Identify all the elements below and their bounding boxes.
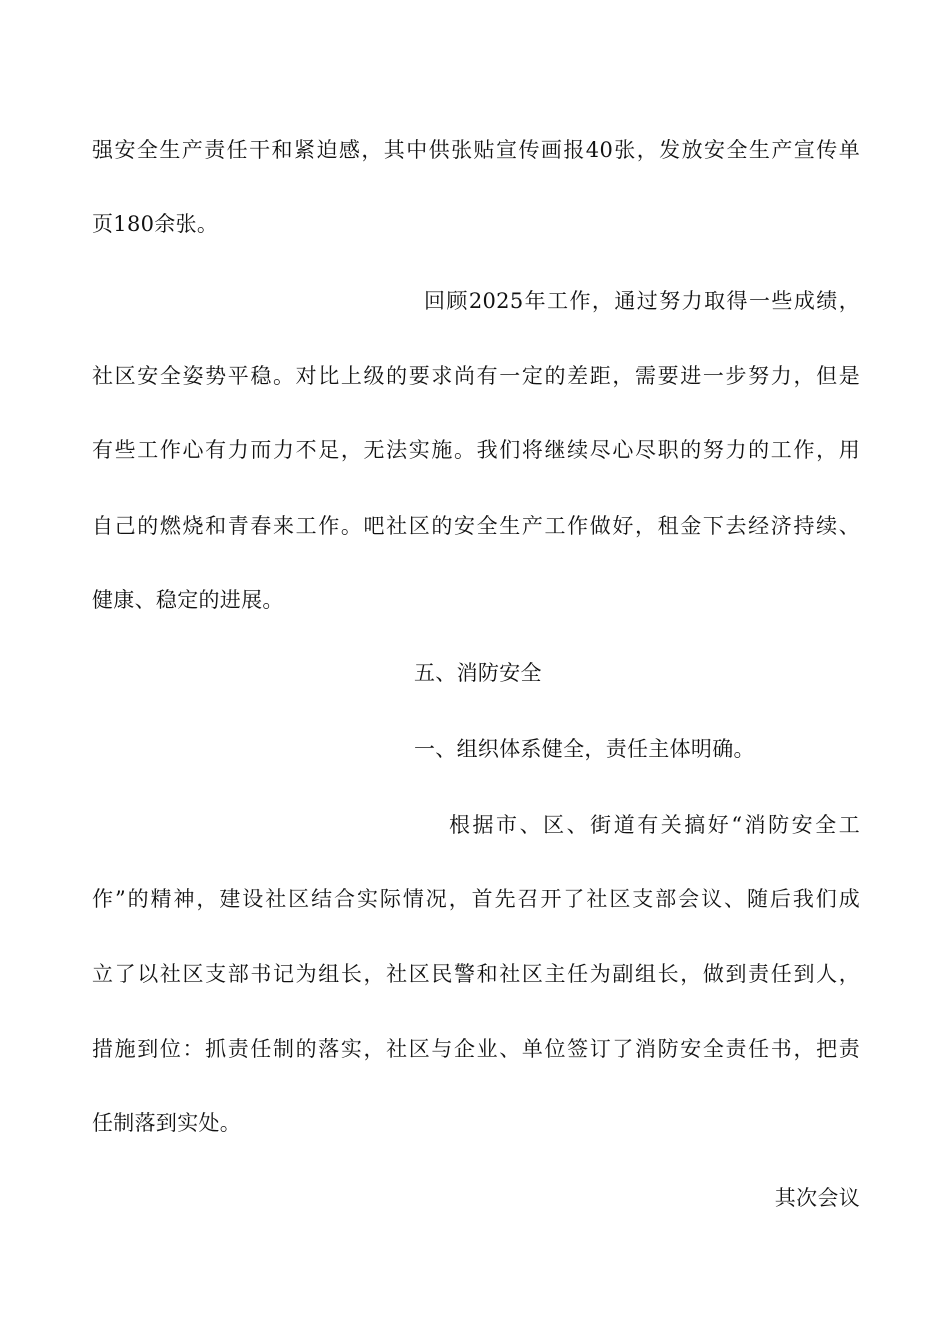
paragraph-1-line-2: 页180余张。 — [92, 212, 219, 236]
trailing-text: 其次会议 — [774, 1186, 860, 1210]
paragraph-3-line-5: 任制落到实处。 — [92, 1111, 242, 1135]
paragraph-3-line-3: 立了以社区支部书记为组长，社区民警和社区主任为副组长，做到责任到人， — [92, 962, 860, 986]
subsection-heading: 一、组织体系健全，责任主体明确。 — [414, 737, 755, 761]
paragraph-2-line-4: 自己的燃烧和青春来工作。吧社区的安全生产工作做好，租金下去经济持续、 — [92, 514, 860, 538]
paragraph-3-line-2: 作”的精神，建设社区结合实际情况，首先召开了社区支部会议、随后我们成 — [92, 887, 860, 911]
paragraph-2-line-1: 回顾2025年工作，通过努力取得一些成绩， — [424, 289, 860, 313]
paragraph-2-line-2: 社区安全姿势平稳。对比上级的要求尚有一定的差距，需要进一步努力，但是 — [92, 364, 860, 388]
paragraph-2-line-3: 有些工作心有力而力不足，无法实施。我们将继续尽心尽职的努力的工作，用 — [92, 438, 860, 462]
paragraph-3-line-4: 措施到位：抓责任制的落实，社区与企业、单位签订了消防安全责任书，把责 — [92, 1037, 860, 1061]
section-heading: 五、消防安全 — [414, 661, 542, 685]
paragraph-1-line-1: 强安全生产责任干和紧迫感，其中供张贴宣传画报40张，发放安全生产宣传单 — [92, 138, 860, 162]
paragraph-3-line-1: 根据市、区、街道有关搞好“消防安全工 — [449, 813, 860, 837]
paragraph-2-line-5: 健康、稳定的进展。 — [92, 588, 284, 612]
